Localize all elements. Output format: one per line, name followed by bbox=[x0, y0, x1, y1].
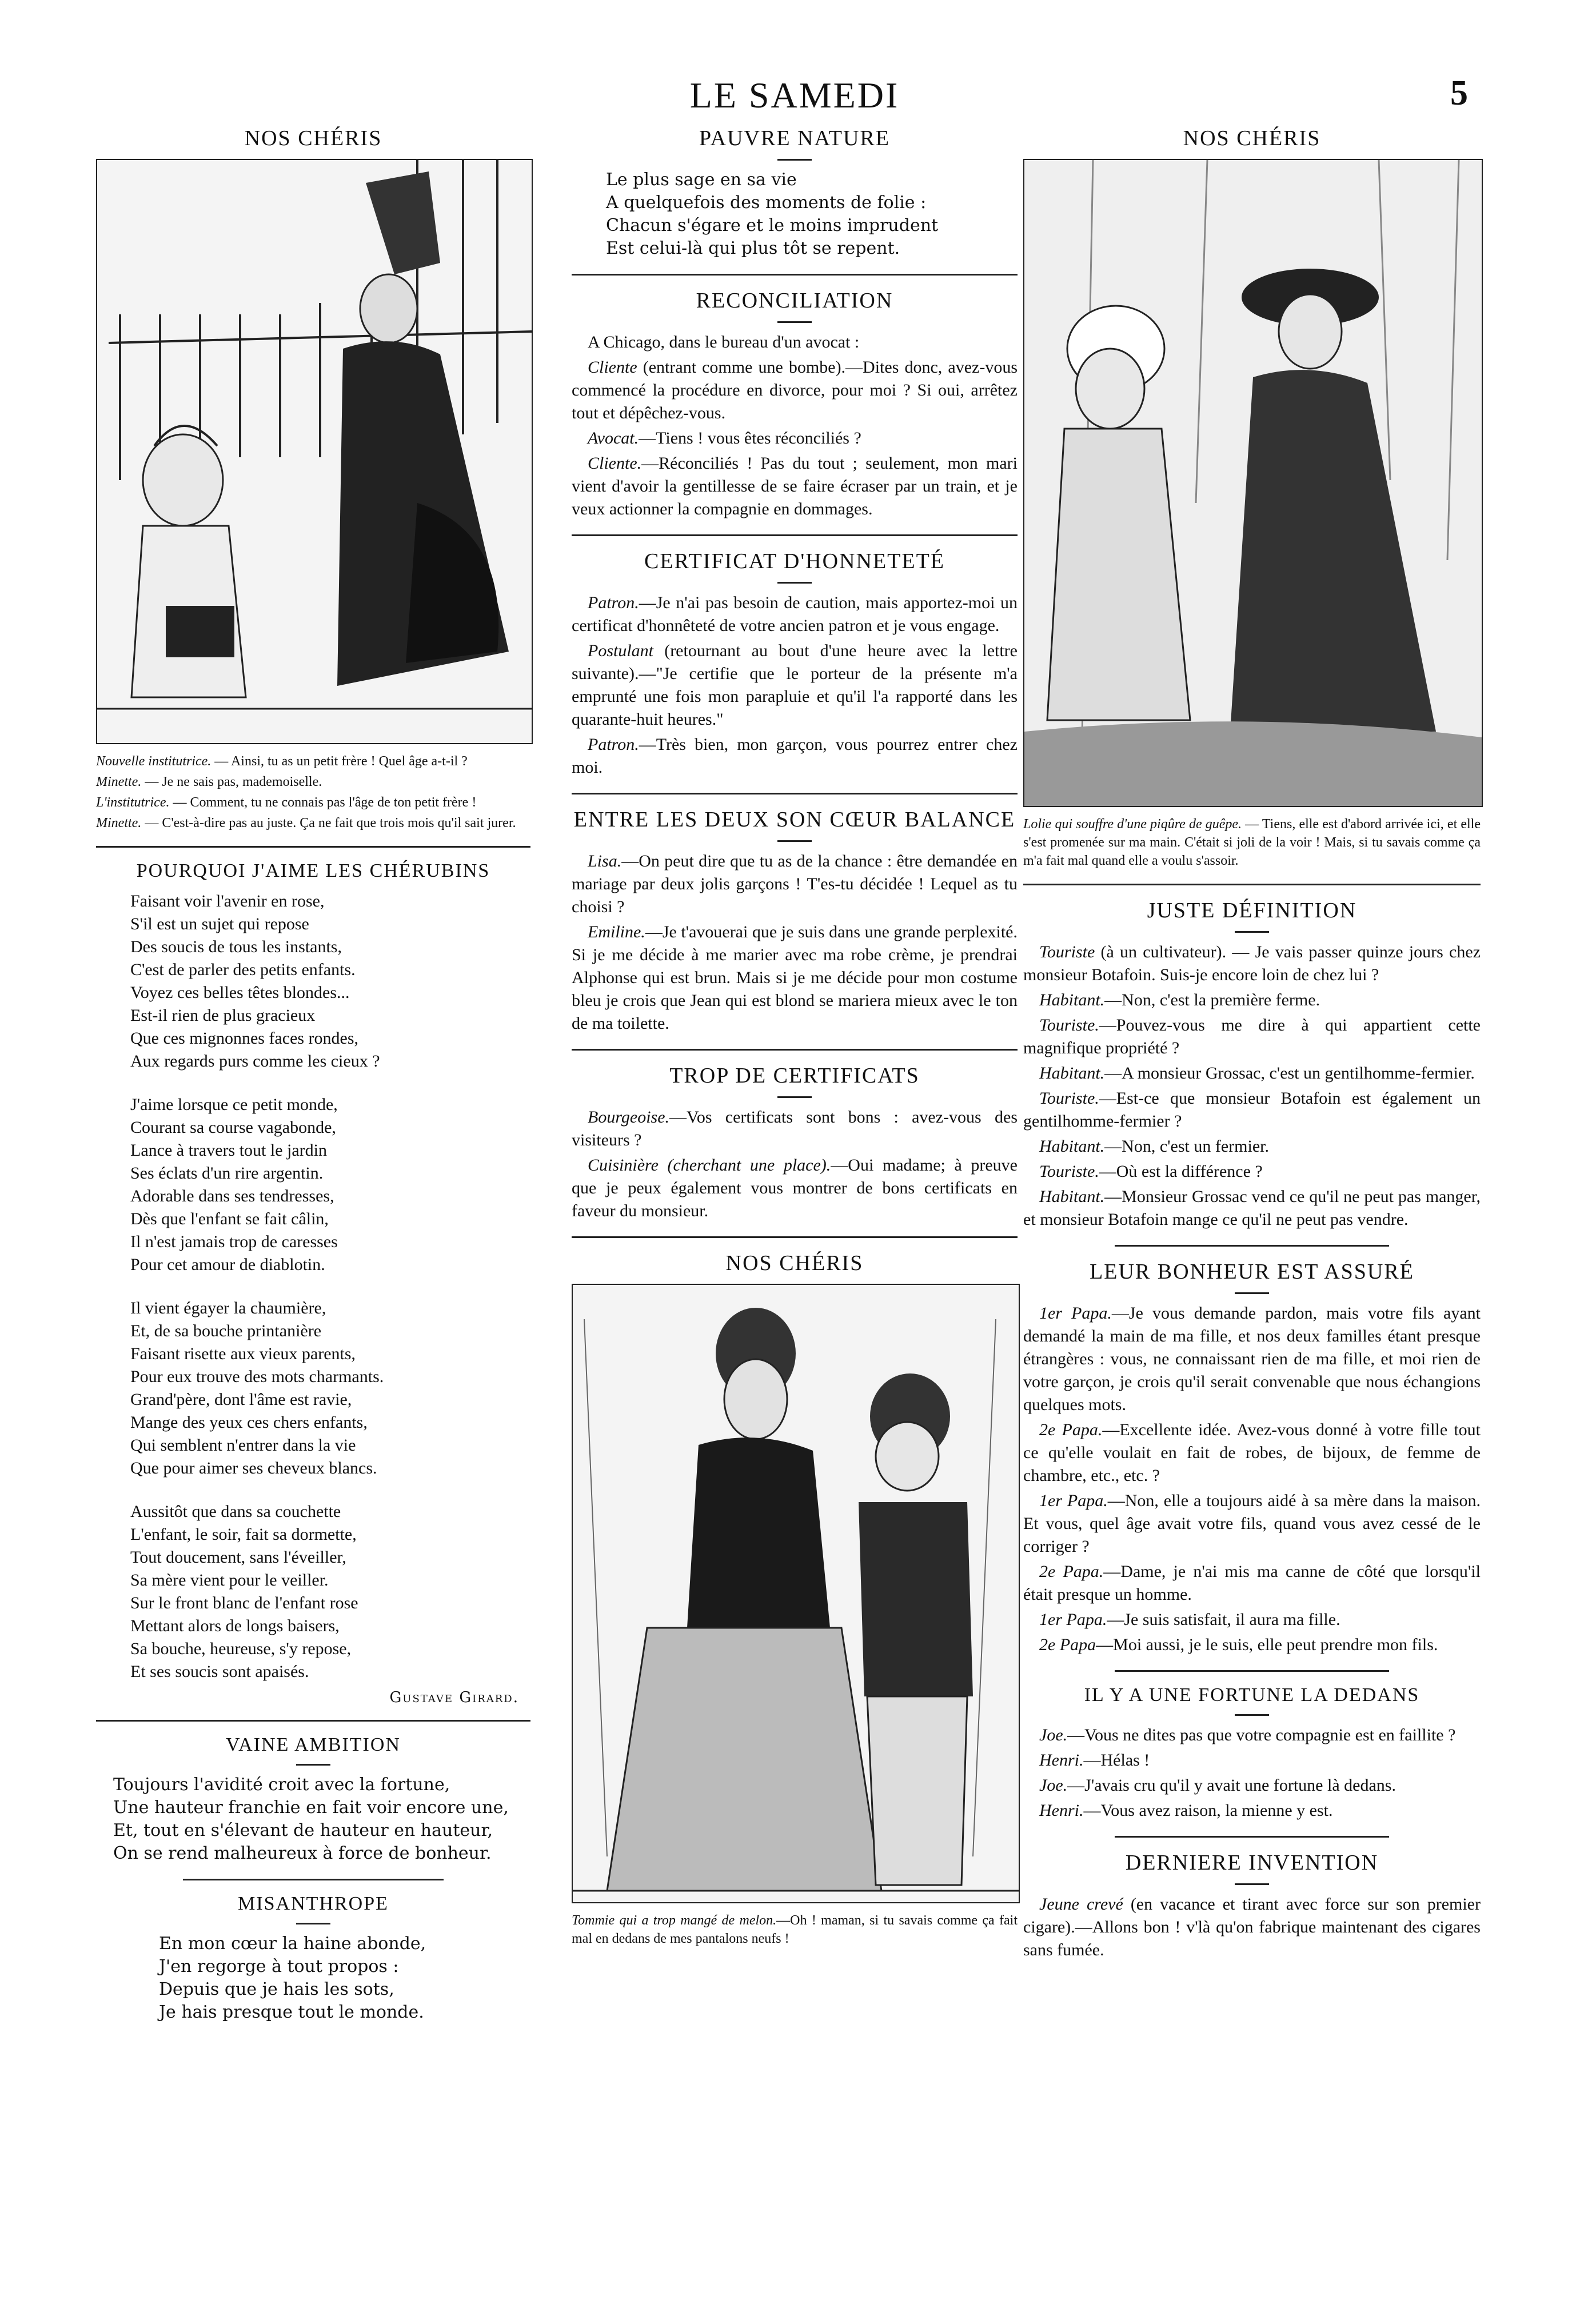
section-divider bbox=[572, 1049, 1018, 1051]
speaker: 1er Papa. bbox=[1039, 1610, 1107, 1629]
verse-line: Qui semblent n'entrer dans la vie bbox=[130, 1436, 356, 1455]
masthead-title: LE SAMEDI bbox=[689, 75, 900, 115]
section-divider bbox=[1115, 1670, 1389, 1672]
section-divider bbox=[572, 274, 1018, 275]
column-left bbox=[96, 126, 530, 2024]
line-text: —Tiens ! vous êtes réconciliés ? bbox=[639, 429, 861, 448]
cert-title: CERTIFICAT D'HONNETETÉ bbox=[644, 549, 945, 573]
line-text: —J'avais cru qu'il y avait une fortune là dedans. bbox=[1067, 1776, 1396, 1795]
verse-line: Mettant alors de longs baisers, bbox=[130, 1616, 340, 1635]
line-text: (retournant au bout d'une heure avec la lettre suivante).—"Je certifie que le porteur de la présente m'a emprunté une fois mon parapluie et qu'il l'a rapporté dans les quarante-huit heures." bbox=[572, 641, 1018, 729]
verse-line: Faisant risette aux vieux parents, bbox=[130, 1344, 356, 1363]
speaker: Postulant bbox=[588, 641, 654, 660]
dialogue-line bbox=[1023, 1160, 1481, 1183]
dialogue-line bbox=[1023, 1634, 1481, 1656]
entre-title: ENTRE LES DEUX SON CŒUR BALANCE bbox=[573, 808, 1016, 832]
dialogue-line bbox=[1023, 1608, 1481, 1631]
poem-title: POURQUOI J'AIME LES CHÉRUBINS bbox=[136, 860, 490, 881]
caption-speaker: Lolie qui souffre d'une piqûre de guêpe. bbox=[1023, 817, 1242, 832]
line-text: —Très bien, mon garçon, vous pourrez entrer chez moi. bbox=[572, 735, 1018, 777]
verse-line: Lance à travers tout le jardin bbox=[130, 1141, 328, 1160]
trop-title: TROP DE CERTIFICATS bbox=[669, 1064, 920, 1088]
dialogue-line bbox=[1023, 1014, 1481, 1060]
speaker: Bourgeoise. bbox=[588, 1108, 670, 1127]
speaker: Avocat. bbox=[588, 429, 639, 448]
speaker: Henri. bbox=[1039, 1751, 1084, 1770]
recon-title: RECONCILIATION bbox=[696, 289, 893, 313]
illustration-drawing bbox=[573, 1285, 1019, 1902]
speaker: Touriste. bbox=[1039, 1089, 1099, 1108]
vaine-title: VAINE AMBITION bbox=[226, 1734, 401, 1755]
verse-line: Chacun s'égare et le moins imprudent bbox=[606, 215, 939, 235]
line-text: —Dame, je n'ai mis ma canne de côté que lorsqu'il était presque un homme. bbox=[1023, 1562, 1481, 1604]
pauvre-title: PAUVRE NATURE bbox=[699, 126, 890, 150]
dialogue-line bbox=[572, 356, 1018, 425]
verse-line: Mange des yeux ces chers enfants, bbox=[130, 1413, 368, 1432]
title-dash bbox=[777, 1096, 812, 1098]
caption-speaker: Minette. bbox=[96, 816, 142, 830]
verse-line: L'enfant, le soir, fait sa dormette, bbox=[130, 1525, 357, 1544]
line-text: —Je suis satisfait, il aura ma fille. bbox=[1107, 1610, 1340, 1629]
poem-signature: Gustave Girard. bbox=[389, 1689, 519, 1706]
caption-text: — Tiens, elle est d'abord arrivée ici, et elle s'est promenée sur ma main. C'était si joli de la voir ! Mais, si tu savais comme ça m'a fait mal quand elle a voulu s'assoir. bbox=[1023, 817, 1481, 868]
speaker: 2e Papa bbox=[1039, 1635, 1096, 1654]
dialogue-line bbox=[572, 850, 1018, 919]
verse-line: Que ces mignonnes faces rondes, bbox=[130, 1029, 359, 1048]
leur-title: LEUR BONHEUR EST ASSURÉ bbox=[1090, 1260, 1414, 1284]
verse-line: En mon cœur la haine abonde, bbox=[159, 1934, 426, 1954]
illustration-teacher-and-child bbox=[96, 159, 533, 744]
dialogue-line bbox=[572, 452, 1018, 521]
verse-line: Voyez ces belles têtes blondes... bbox=[130, 983, 350, 1002]
section-divider bbox=[96, 846, 530, 848]
dialogue-line bbox=[1023, 1062, 1481, 1085]
verse-line: Il n'est jamais trop de caresses bbox=[130, 1232, 338, 1251]
dialogue-line bbox=[1023, 1135, 1481, 1158]
dialogue-line bbox=[572, 1106, 1018, 1152]
dialogue-line bbox=[572, 427, 1018, 450]
verse-line: Grand'père, dont l'âme est ravie, bbox=[130, 1390, 352, 1409]
line-text: —Oui madame; à preuve que je peux également vous montrer de bons certificats en faveur du monsieur. bbox=[572, 1156, 1018, 1220]
illustration-girl-and-woman bbox=[1023, 159, 1483, 807]
poem-stanza bbox=[130, 1500, 530, 1683]
verse-line: Une hauteur franchie en fait voir encore une, bbox=[113, 1798, 509, 1818]
vaine-body bbox=[113, 1774, 530, 1865]
title-dash bbox=[1235, 931, 1269, 933]
caption-text: — Je ne sais pas, mademoiselle. bbox=[145, 774, 322, 789]
verse-line: Et, tout en s'élevant de hauteur en hauteur, bbox=[113, 1820, 493, 1840]
verse-line: Et, de sa bouche printanière bbox=[130, 1321, 322, 1340]
illus3-title: NOS CHÉRIS bbox=[725, 1251, 864, 1275]
verse-line: Est-il rien de plus gracieux bbox=[130, 1006, 316, 1025]
title-dash bbox=[1235, 1292, 1269, 1294]
illustration-drawing bbox=[97, 160, 532, 743]
line-text: —Monsieur Grossac vend ce qu'il ne peut pas manger, et monsieur Botafoin mange ce qu'il ne peut pas vendre. bbox=[1023, 1187, 1481, 1229]
dialogue-line bbox=[1023, 941, 1481, 987]
illustration-mother-and-son bbox=[572, 1284, 1020, 1903]
poem-stanza bbox=[130, 890, 530, 1073]
speaker: Touriste bbox=[1039, 943, 1095, 961]
line-text: —Moi aussi, je le suis, elle peut prendre mon fils. bbox=[1096, 1635, 1438, 1654]
illustration-drawing bbox=[1024, 160, 1482, 806]
section-divider bbox=[96, 1720, 530, 1722]
fortune-title: IL Y A UNE FORTUNE LA DEDANS bbox=[1084, 1684, 1420, 1706]
caption-text: —Oh ! maman, si tu savais comme ça fait mal en dedans de mes pantalons neufs ! bbox=[572, 1913, 1018, 1946]
speaker: Touriste. bbox=[1039, 1162, 1099, 1181]
illus3-caption bbox=[572, 1911, 1018, 1948]
poem-body bbox=[130, 890, 530, 1683]
verse-line: Le plus sage en sa vie bbox=[606, 170, 797, 190]
dialogue-line bbox=[1023, 1490, 1481, 1558]
dialogue-line bbox=[1023, 1560, 1481, 1606]
column-middle bbox=[572, 126, 1018, 1950]
speaker: Cuisinière (cherchant une place). bbox=[588, 1156, 831, 1175]
speaker: Patron. bbox=[588, 735, 639, 754]
section-divider bbox=[1115, 1836, 1389, 1838]
illus2-title: NOS CHÉRIS bbox=[1183, 126, 1321, 150]
section-divider bbox=[1115, 1245, 1389, 1247]
recon-intro: A Chicago, dans le bureau d'un avocat : bbox=[588, 333, 860, 352]
verse-line: Adorable dans ses tendresses, bbox=[130, 1187, 334, 1205]
verse-line: Faisant voir l'avenir en rose, bbox=[130, 892, 325, 911]
speaker: 1er Papa. bbox=[1039, 1304, 1112, 1323]
verse-line: Toujours l'avidité croit avec la fortune, bbox=[113, 1775, 450, 1795]
section-divider bbox=[183, 1879, 444, 1880]
title-dash bbox=[296, 1764, 330, 1766]
dialogue-line bbox=[572, 640, 1018, 731]
line-text: —On peut dire que tu as de la chance : être demandée en mariage par deux jolis garçons ! T'es-tu décidée ! Lequel as tu choisi ? bbox=[572, 852, 1018, 916]
verse-line: On se rend malheureux à force de bonheur. bbox=[113, 1843, 492, 1863]
verse-line: Ses éclats d'un rire argentin. bbox=[130, 1164, 324, 1183]
line-text: —Non, c'est un fermier. bbox=[1104, 1137, 1269, 1156]
speaker: Habitant. bbox=[1039, 1187, 1105, 1206]
line-text: —Je vous demande pardon, mais votre fils ayant demandé la main de ma fille, et nos deux familles étant presque étrangères : vous, ne connaissant rien de ma fille, et moi rien de votre garçon, je crois qu'il serait convenable que nous échangions quelques mots. bbox=[1023, 1304, 1481, 1414]
speaker: Habitant. bbox=[1039, 991, 1105, 1009]
verse-line: Depuis que je hais les sots, bbox=[159, 1979, 394, 1999]
dialogue-line bbox=[572, 921, 1018, 1035]
dialogue-line bbox=[572, 733, 1018, 779]
verse-line: S'il est un sujet qui repose bbox=[130, 915, 309, 933]
title-dash bbox=[777, 840, 812, 842]
dialogue-line bbox=[572, 592, 1018, 637]
speaker: Joe. bbox=[1039, 1726, 1068, 1744]
verse-line: Sa bouche, heureuse, s'y repose, bbox=[130, 1639, 352, 1658]
title-dash bbox=[1235, 1714, 1269, 1716]
verse-line: J'aime lorsque ce petit monde, bbox=[130, 1095, 338, 1114]
juste-title: JUSTE DÉFINITION bbox=[1147, 899, 1357, 923]
verse-line: A quelquefois des moments de folie : bbox=[606, 193, 927, 213]
speaker: Habitant. bbox=[1039, 1137, 1105, 1156]
speaker: 2e Papa. bbox=[1039, 1562, 1104, 1581]
speaker: Habitant. bbox=[1039, 1064, 1105, 1083]
verse-line: Tout doucement, sans l'éveiller, bbox=[130, 1548, 346, 1567]
dialogue-line bbox=[1023, 1799, 1481, 1822]
verse-line: Des soucis de tous les instants, bbox=[130, 937, 342, 956]
speaker: Jeune crevé bbox=[1039, 1895, 1123, 1914]
line-text: —Pouvez-vous me dire à qui appartient cette magnifique propriété ? bbox=[1023, 1016, 1481, 1057]
verse-line: Pour eux trouve des mots charmants. bbox=[130, 1367, 384, 1386]
dialogue-line bbox=[1023, 1724, 1481, 1747]
verse-line: Sa mère vient pour le veiller. bbox=[130, 1571, 329, 1590]
dialogue-line bbox=[1023, 1419, 1481, 1487]
line-text: —Où est la différence ? bbox=[1099, 1162, 1263, 1181]
line-text: —Est-ce que monsieur Botafoin est également un gentilhomme-fermier ? bbox=[1023, 1089, 1481, 1131]
verse-line: Est celui-là qui plus tôt se repent. bbox=[606, 238, 900, 258]
caption-text: — Ainsi, tu as un petit frère ! Quel âge a-t-il ? bbox=[214, 754, 468, 769]
verse-line: C'est de parler des petits enfants. bbox=[130, 960, 356, 979]
line-text: (en vacance et tirant avec force sur son premier cigare).—Allons bon ! v'là qu'on fabrique maintenant des cigares sans fumée. bbox=[1023, 1895, 1481, 1959]
caption-speaker: Tommie qui a trop mangé de melon. bbox=[572, 1913, 777, 1928]
verse-line: Courant sa course vagabonde, bbox=[130, 1118, 336, 1137]
title-dash bbox=[777, 582, 812, 584]
derniere-title: DERNIERE INVENTION bbox=[1125, 1851, 1379, 1875]
verse-line: Je hais presque tout le monde. bbox=[159, 2002, 424, 2022]
line-text: —Je n'ai pas besoin de caution, mais apportez-moi un certificat d'honnêteté de votre ancien patron et je vous engage. bbox=[572, 593, 1018, 635]
caption-speaker: Nouvelle institutrice. bbox=[96, 754, 212, 769]
line-text: —Vous avez raison, la mienne y est. bbox=[1083, 1801, 1333, 1820]
line-text: —A monsieur Grossac, c'est un gentilhomme-fermier. bbox=[1104, 1064, 1475, 1083]
dialogue-line bbox=[572, 1154, 1018, 1223]
section-divider bbox=[572, 1236, 1018, 1238]
verse-line: Dès que l'enfant se fait câlin, bbox=[130, 1209, 329, 1228]
dialogue-line bbox=[1023, 1185, 1481, 1231]
speaker: Emiline. bbox=[588, 923, 645, 941]
misan-title: MISANTHROPE bbox=[238, 1893, 389, 1914]
verse-line: Aux regards purs comme les cieux ? bbox=[130, 1052, 380, 1071]
verse-line: Pour cet amour de diablotin. bbox=[130, 1255, 325, 1274]
speaker: Joe. bbox=[1039, 1776, 1068, 1795]
poem-stanza bbox=[130, 1297, 530, 1480]
dialogue-line bbox=[1023, 1087, 1481, 1133]
dialogue-line bbox=[1023, 989, 1481, 1012]
speaker: Cliente. bbox=[588, 454, 642, 473]
caption-text: — Comment, tu ne connais pas l'âge de ton petit frère ! bbox=[173, 795, 477, 810]
title-dash bbox=[1235, 1883, 1269, 1885]
illus2-caption bbox=[1023, 815, 1481, 870]
title-dash bbox=[777, 321, 812, 323]
illus1-title: NOS CHÉRIS bbox=[244, 126, 382, 150]
title-dash bbox=[296, 1923, 330, 1924]
speaker: Touriste. bbox=[1039, 1016, 1099, 1035]
line-text: —Je t'avouerai que je suis dans une grande perplexité. Si je me décide à me marier avec ma robe crème, je prendrai Alphonse qui est brun. Mais si je me décide pour mon costume bleu je crois que Jean qui est blond se mariera mieux avec le ton de ma toilette. bbox=[572, 923, 1018, 1033]
caption-text: — C'est-à-dire pas au juste. Ça ne fait que trois mois qu'il sait jurer. bbox=[145, 816, 516, 830]
caption-speaker: L'institutrice. bbox=[96, 795, 170, 810]
verse-line: Il vient égayer la chaumière, bbox=[130, 1299, 326, 1317]
speaker: Patron. bbox=[588, 593, 639, 612]
pauvre-body bbox=[606, 169, 1018, 260]
caption-speaker: Minette. bbox=[96, 774, 142, 789]
poem-stanza bbox=[130, 1093, 530, 1276]
line-text: —Hélas ! bbox=[1083, 1751, 1150, 1770]
line-text: —Réconciliés ! Pas du tout ; seulement, mon mari vient d'avoir la gentillesse de se faire écraser par un train, et je veux actionner la compagnie en dommages. bbox=[572, 454, 1018, 518]
column-right bbox=[1023, 126, 1481, 1964]
line-text: (entrant comme une bombe).—Dites donc, avez-vous commencé la procédure en divorce, pour moi ? Si oui, arrêtez tout et dépêchez-vous. bbox=[572, 358, 1018, 422]
speaker: 2e Papa. bbox=[1039, 1420, 1103, 1439]
dialogue-line bbox=[1023, 1302, 1481, 1416]
title-dash bbox=[777, 159, 812, 161]
line-text: —Vos certificats sont bons : avez-vous des visiteurs ? bbox=[572, 1108, 1018, 1149]
speaker: 1er Papa. bbox=[1039, 1491, 1108, 1510]
dialogue-line bbox=[1023, 1749, 1481, 1772]
dialogue-line bbox=[1023, 1774, 1481, 1797]
illus1-caption bbox=[96, 752, 530, 832]
section-divider bbox=[1023, 884, 1481, 885]
verse-line: J'en regorge à tout propos : bbox=[159, 1956, 399, 1976]
line-text: (à un cultivateur). — Je vais passer quinze jours chez monsieur Botafoin. Suis-je encore loin de chez lui ? bbox=[1023, 943, 1481, 984]
page-number: 5 bbox=[1450, 74, 1468, 113]
speaker: Lisa. bbox=[588, 852, 622, 870]
line-text: —Non, elle a toujours aidé à sa mère dans la maison. Et vous, quel âge avait votre fils, quand vous avez cessé de le corriger ? bbox=[1023, 1491, 1481, 1556]
verse-line: Et ses soucis sont apaisés. bbox=[130, 1662, 309, 1681]
verse-line: Sur le front blanc de l'enfant rose bbox=[130, 1594, 358, 1612]
verse-line: Que pour aimer ses cheveux blancs. bbox=[130, 1459, 377, 1478]
line-text: —Non, c'est la première ferme. bbox=[1104, 991, 1320, 1009]
verse-line: Aussitôt que dans sa couchette bbox=[130, 1502, 341, 1521]
speaker: Henri. bbox=[1039, 1801, 1084, 1820]
line-text: —Vous ne dites pas que votre compagnie est en faillite ? bbox=[1067, 1726, 1456, 1744]
dialogue-line bbox=[1023, 1893, 1481, 1962]
section-divider bbox=[572, 534, 1018, 536]
section-divider bbox=[572, 793, 1018, 794]
misan-body bbox=[159, 1932, 530, 2024]
line-text: —Excellente idée. Avez-vous donné à votre fille tout ce qu'elle voulait en fait de robes, de bijoux, de femme de chambre, etc., etc. ? bbox=[1023, 1420, 1481, 1485]
speaker: Cliente bbox=[588, 358, 637, 377]
